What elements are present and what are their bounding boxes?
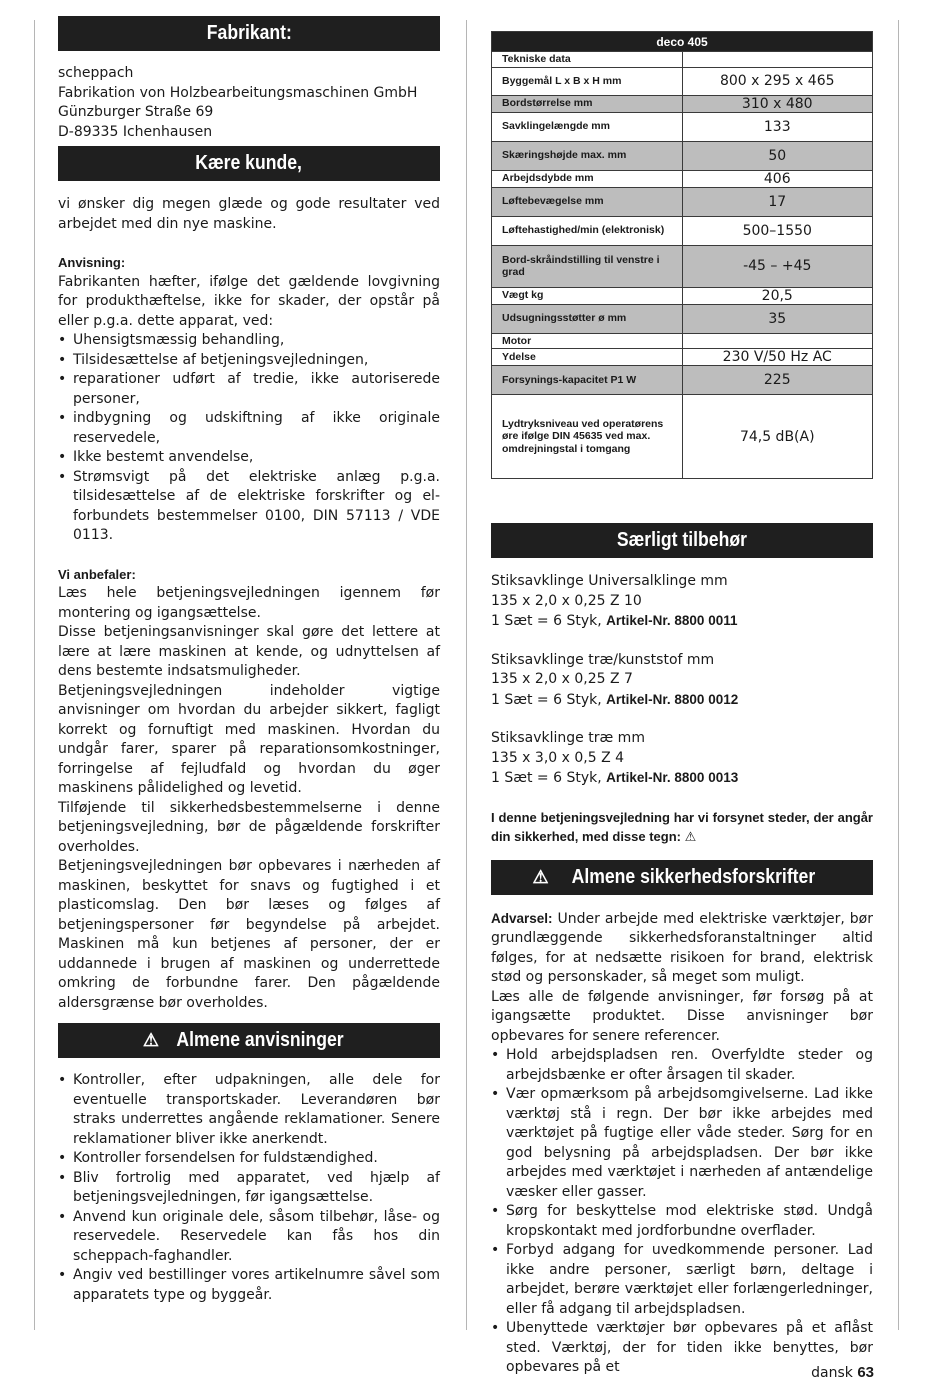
page-footer <box>811 1364 874 1381</box>
spec-value: 500–1550 <box>682 216 873 245</box>
warning-label: Advarsel: <box>491 910 553 926</box>
list-item: • indbygning og udskiftning af ikke originale reservedele, <box>58 409 440 448</box>
spec-label: Løftehastighed/min (elektronisk) <box>492 216 683 245</box>
spec-label: Bordstørrelse mm <box>492 95 683 112</box>
recommend-label: Vi anbefaler: <box>58 566 136 582</box>
accessory-size: 135 x 3,0 x 0,5 Z 4 <box>491 749 625 766</box>
manufacturer-heading: Fabrikant: <box>58 16 440 51</box>
accessory-article: 1 Sæt = 6 Styk, Artikel-Nr. 8800 0011 <box>491 613 738 629</box>
center-divider-rule <box>466 20 467 1330</box>
spec-label: Vægt kg <box>492 287 683 304</box>
safety-rules-list <box>491 1046 873 1378</box>
list-item: • Uhensigtsmæssig behandling, <box>58 331 440 351</box>
spec-label: Lydtryksniveau ved operatørens øre ifølge DIN 45635 ved max. omdrejningstal i tomgang <box>492 395 683 479</box>
table-row <box>492 349 873 366</box>
address-line: Fabrikation von Holzbearbeitungsmaschinen GmbH <box>58 84 418 101</box>
recommend-paragraph: Læs hele betjeningsvejledningen igennem før montering og igangsættelse. <box>58 585 440 621</box>
address-line: Günzburger Straße 69 <box>58 104 214 120</box>
spec-value: 133 <box>682 112 873 141</box>
note-paragraph: Fabrikanten hæfter, ifølge det gældende lovgivning for produkthæftelse, ikke for skader, der opstår på eller p.g.a. dette apparat, ved: <box>58 273 440 329</box>
spec-label: Forsynings-kapacitet P1 W <box>492 366 683 395</box>
left-column <box>58 16 440 1305</box>
spec-label: Savklingelængde mm <box>492 112 683 141</box>
left-margin-rule <box>34 20 35 1330</box>
accessory-article: 1 Sæt = 6 Styk, Artikel-Nr. 8800 0013 <box>491 770 739 786</box>
list-item: • Ubenyttede værktøjer bør opbevares på et aflåst sted. Værktøj, der for tiden ikke benyttes, bør opbevares på et <box>491 1319 873 1378</box>
spec-label: Byggemål L x B x H mm <box>492 67 683 95</box>
note-label: Anvisning: <box>58 255 126 270</box>
spec-label: Motor <box>492 333 683 349</box>
note-list <box>58 331 440 546</box>
spec-label: Løftebevægelse mm <box>492 187 683 216</box>
table-row <box>492 333 873 349</box>
accessory-item <box>491 651 873 711</box>
accessory-item <box>491 729 873 789</box>
accessory-article: 1 Sæt = 6 Styk, Artikel-Nr. 8800 0012 <box>491 691 739 708</box>
warning-triangle-icon: ⚠ <box>684 829 697 844</box>
warning-triangle-icon: ⚠ <box>142 1030 160 1050</box>
accessory-name: Stiksavklinge træ mm <box>491 730 645 746</box>
list-item: • Sørg for beskyttelse mod elektriske stød. Undgå kropskontakt med jordforbundne overflader. <box>491 1202 873 1241</box>
table-row <box>492 287 873 304</box>
list-item: • Forbyd adgang for uvedkommende personer. Lad ikke andre personer, særligt børn, deltage i arbejdet, berøre værktøjet eller forlængerledninger, eller få adgang til arbejdspladsen. <box>491 1241 873 1319</box>
spec-value: 50 <box>682 141 873 170</box>
table-row <box>492 95 873 112</box>
table-row <box>492 141 873 170</box>
dear-customer-heading: Kære kunde, <box>58 146 440 181</box>
spec-value: 17 <box>682 187 873 216</box>
spec-label: Tekniske data <box>492 52 683 68</box>
accessories-heading: Særligt tilbehør <box>491 523 873 558</box>
spec-value: 230 V/50 Hz AC <box>682 349 873 366</box>
footer-language: dansk <box>811 1365 853 1381</box>
table-row <box>492 216 873 245</box>
spec-value: -45 – +45 <box>682 245 873 287</box>
spec-value: 74,5 dB(A) <box>682 395 873 479</box>
spec-value: 800 x 295 x 465 <box>682 67 873 95</box>
list-item: • Bliv fortrolig med apparatet, ved hjælp af betjeningsvejledningen, før igangsættelse. <box>58 1169 440 1208</box>
table-row <box>492 112 873 141</box>
list-item: • Angiv ved bestillinger vores artikelnumre såvel som apparatets type og byggeår. <box>58 1266 440 1305</box>
spec-label: Skæringshøjde max. mm <box>492 141 683 170</box>
list-item: • Ikke bestemt anvendelse, <box>58 448 440 468</box>
table-row <box>492 52 873 68</box>
recommend-paragraph: Tilføjende til sikkerhedsbestemmelserne i denne betjeningsvejledning, bør de pågældende forskrifter overholdes. <box>58 799 440 855</box>
list-item: • Tilsidesættelse af betjeningsvejledningen, <box>58 351 440 371</box>
address-line: D-89335 Ichenhausen <box>58 123 213 140</box>
list-item: • Anvend kun originale dele, såsom tilbehør, låse- og reservedele. Reservedele kan fås hos din scheppach-faghandler. <box>58 1208 440 1267</box>
list-item: • Hold arbejdspladsen ren. Overfyldte steder og arbejdsbænke er ofter årsagen til skader. <box>491 1046 873 1085</box>
spec-label: Arbejdsdybde mm <box>492 170 683 187</box>
list-item: • reparationer udført af tredie, ikke autoriserede personer, <box>58 370 440 409</box>
manufacturer-address <box>58 64 440 142</box>
spec-value: 225 <box>682 366 873 395</box>
accessory-name: Stiksavklinge træ/kunststof mm <box>491 651 715 668</box>
read-instructions-paragraph: Læs alle de følgende anvisninger, før forsøg på at igangsætte produktet. Disse anvisninger bør opbevares for senere referencer. <box>491 988 873 1044</box>
address-line: scheppach <box>58 65 134 81</box>
spec-label: Bord-skråindstilling til venstre i grad <box>492 245 683 287</box>
safety-symbol-note: I denne betjeningsvejledning har vi forsynet steder, der angår din sikkerhed, med disse tegn: ⚠ <box>491 809 873 844</box>
table-row <box>492 170 873 187</box>
table-row <box>492 395 873 479</box>
table-header-row <box>492 32 873 52</box>
table-row <box>492 187 873 216</box>
table-row <box>492 245 873 287</box>
spec-label: Udsugningsstøtter ø mm <box>492 304 683 333</box>
spec-value: 20,5 <box>682 287 873 304</box>
accessory-size: 135 x 2,0 x 0,25 Z 10 <box>491 592 642 609</box>
table-row <box>492 304 873 333</box>
spec-label: Ydelse <box>492 349 683 366</box>
spec-value: 310 x 480 <box>682 95 873 112</box>
spec-value <box>682 52 873 68</box>
warning-triangle-icon: ⚠ <box>532 866 549 887</box>
spec-value: 35 <box>682 304 873 333</box>
list-item: • Vær opmærksom på arbejdsomgivelserne. Lad ikke værktøj stå i regn. Der bør ikke arbejdes med værktøjet på fugtige eller våde steder. Sørg for en god belysning på arbejdspladsen. Der bør ikke arbejdes med værktøjet i nærheden af antændelige væsker eller gasser. <box>491 1085 873 1202</box>
accessory-size: 135 x 2,0 x 0,25 Z 7 <box>491 671 633 687</box>
general-instructions-heading: ⚠ Almene anvisninger <box>58 1023 440 1058</box>
list-item: • Kontroller forsendelsen for fuldstændighed. <box>58 1149 440 1169</box>
table-row <box>492 67 873 95</box>
accessory-name: Stiksavklinge Universalklinge mm <box>491 573 728 589</box>
general-instructions-list <box>58 1071 440 1305</box>
spec-value: 406 <box>682 170 873 187</box>
right-margin-rule <box>898 20 899 1330</box>
safety-rules-heading: ⚠ Almene sikkerhedsforskrifter <box>491 860 873 895</box>
model-name: deco 405 <box>492 32 873 52</box>
list-item: • Kontroller, efter udpakningen, alle dele for eventuelle transportskader. Leverandøren bør straks underrettes angående reklamationer. Senere reklamationer bliver ikke anerkendt. <box>58 1071 440 1149</box>
right-column <box>491 31 873 1378</box>
intro-paragraph: vi ønsker dig megen glæde og gode resultater ved arbejdet med din nye maskine. <box>58 196 440 232</box>
table-row <box>492 366 873 395</box>
recommend-paragraph: Disse betjeningsanvisninger skal gøre det lettere at lære at lære maskinen at kende, og udnyttelsen af dens bestemte indsatsmuligheder. <box>58 624 440 679</box>
page-number: 63 <box>857 1364 874 1381</box>
recommend-paragraph: Betjeningsvejledningen indeholder vigtige anvisninger om hvordan du arbejder sikkert, fagligt korrekt og fornuftigt med maskinen. Hvordan du undgår farer, sparer på reparationsomkostninger, forringelse af fejludfald og hvordan du øger maskinens pålidelighed og levetid. <box>58 682 440 796</box>
spec-value <box>682 333 873 349</box>
technical-data-table <box>491 31 873 479</box>
warning-paragraph: Advarsel: Under arbejde med elektriske værktøjer, bør grundlæggende sikkerhedsforanstaltninger altid følges, for at nedsætte risikoen for brand, elektrisk stød og personskader, så meget som muligt. <box>491 910 873 985</box>
accessory-item <box>491 572 873 632</box>
list-item: • Strømsvigt på det elektriske anlæg p.g.a. tilsidesættelse af de elektriske forskrifter og el-forbundets bestemmelser 0100, DIN 57113 / VDE 0113. <box>58 468 440 546</box>
recommend-paragraph: Betjeningsvejledningen bør opbevares i nærheden af maskinen, beskyttet for snavs og fugtighed i et plasticomslag. Den bør læses og følges af betjeningspersoner før begyndelse på arbejdet. Maskinen må kun betjenes af personer, der er uddannede i brugen af maskinen og underrettede omkring de forbundne farer. Den pågældende aldersgrænse bør overholdes. <box>58 858 440 1011</box>
